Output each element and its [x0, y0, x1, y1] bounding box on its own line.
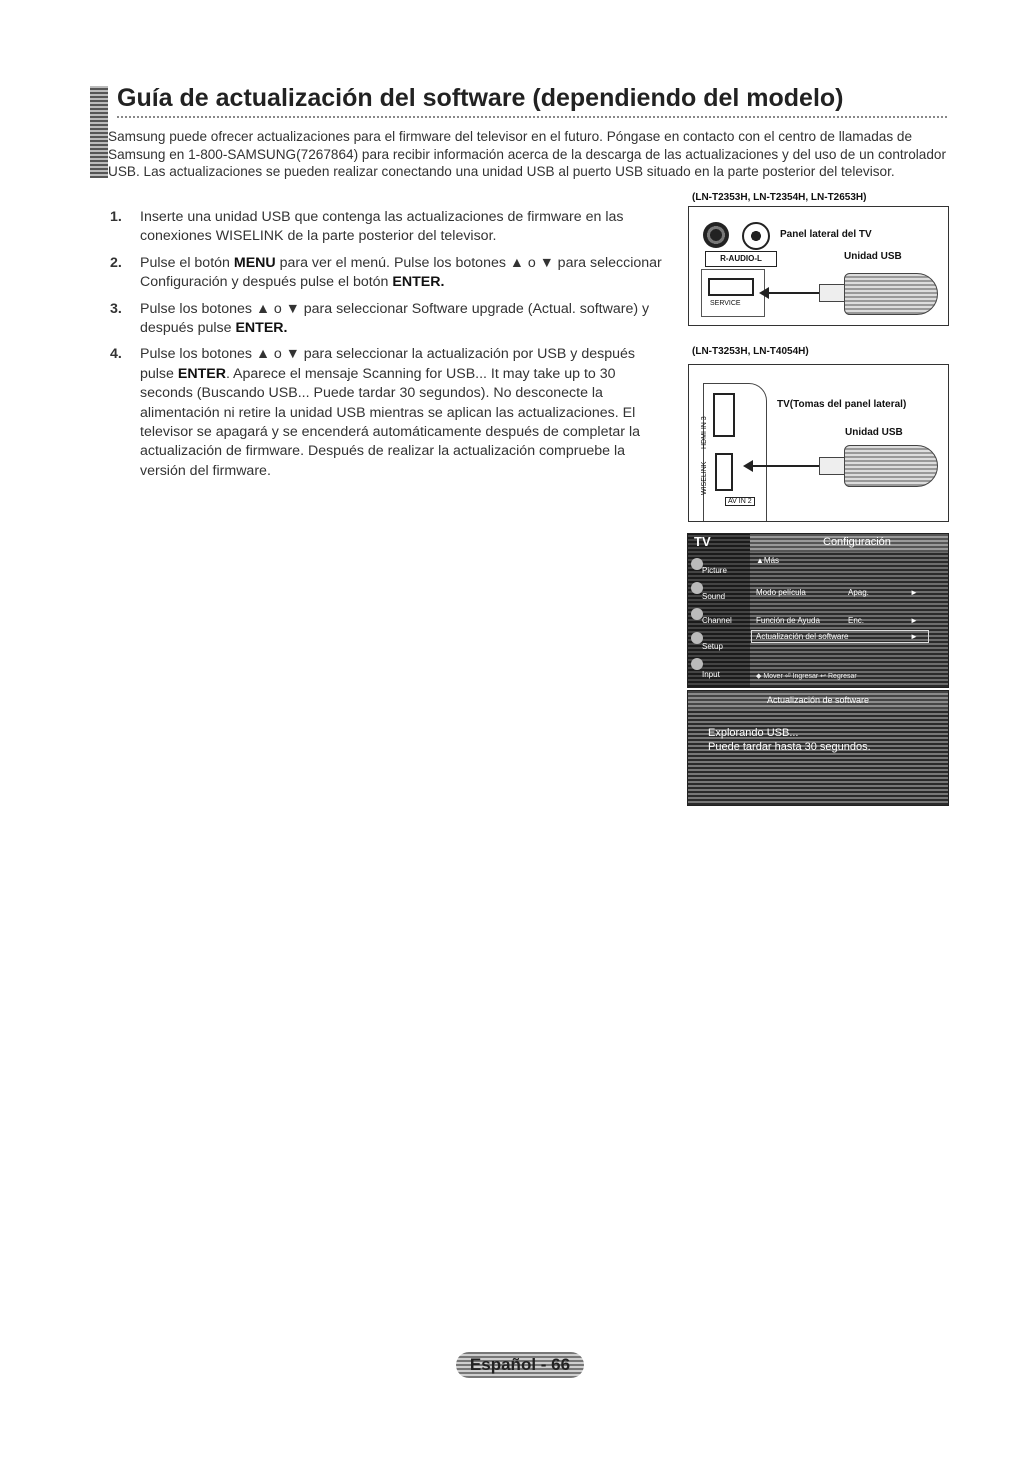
- menu-tv-label: TV: [694, 534, 711, 549]
- enter-keyword: ENTER.: [235, 320, 288, 337]
- menu-item-movie-mode[interactable]: Modo película: [756, 588, 806, 597]
- chevron-right-icon: ►: [910, 616, 918, 625]
- arrow-head-icon: [759, 287, 769, 299]
- step-number: 4.: [110, 346, 122, 363]
- connection-diagram-1: [688, 206, 949, 326]
- intro-paragraph: Samsung puede ofrecer actualizaciones para el firmware del televisor en el futuro. Póngase en contacto con el centro de llamadas de Samsung en 1-800-SAMSUNG(7267864) para recibir información acerca de la descarga de las actualizaciones y del uso de un controlador USB. Las actualizaciones se pueden realizar conectando una unidad USB al puerto USB situado en la parte posterior del televisor.: [108, 129, 946, 179]
- enter-keyword: ENTER.: [392, 274, 445, 291]
- step-4: [110, 345, 665, 481]
- menu-keyword: MENU: [233, 254, 276, 271]
- usb-drive-icon: [844, 445, 938, 487]
- tv-setup-menu: [687, 533, 949, 688]
- dialog-status: Explorando USB...: [708, 727, 799, 739]
- wiselink-port-icon: [715, 453, 733, 491]
- dialog-note: Puede tardar hasta 30 segundos.: [708, 741, 871, 753]
- hdmi-label: HDMI IN 3: [701, 416, 708, 449]
- video-jack-icon: [742, 222, 770, 250]
- step-text: . Aparece el mensaje Scanning for USB... It may take up to 30 seconds (Buscando USB... Puede tardar 30 segundos). No desconecte la alimentación ni retire la unidad USB mientras se aplican las actualizaciones. El televisor se apagará y se encenderá automáticamente después de completar la actualización de firmware. Después de realizar la actualización compruebe la versión del firmware.: [140, 365, 641, 479]
- step-2: [110, 254, 665, 293]
- chevron-right-icon: ►: [910, 588, 918, 597]
- sidebar-item-sound[interactable]: Sound: [702, 592, 726, 601]
- step-text: Pulse los botones ▲ o ▼ para seleccionar Software upgrade (Actual. software) y después pulse: [140, 300, 650, 337]
- section-marker: [90, 86, 108, 178]
- title-divider: [117, 116, 947, 118]
- enter-keyword: ENTER: [177, 365, 226, 382]
- page-number-badge: Español - 66: [456, 1352, 584, 1378]
- software-update-dialog: [687, 690, 949, 806]
- steps-list: [110, 208, 665, 488]
- movie-mode-value: Apag.: [848, 588, 869, 597]
- tv-panel-label: TV(Tomas del panel lateral): [777, 399, 907, 410]
- menu-item-more[interactable]: ▲Más: [756, 556, 780, 565]
- menu-item-software-update[interactable]: Actualización del software: [756, 632, 849, 641]
- help-value: Enc.: [848, 616, 865, 625]
- models-label-2: (LN-T3253H, LN-T4054H): [692, 346, 809, 357]
- sidebar-item-setup[interactable]: Setup: [702, 642, 723, 651]
- menu-footer-hints: ◆ Mover ⏎ Ingresar ↩ Regresar: [756, 673, 857, 680]
- usb-port-icon: [708, 278, 754, 296]
- step-text: Pulse el botón: [140, 254, 234, 271]
- sidebar-item-channel[interactable]: Channel: [702, 616, 732, 625]
- input-icon: [691, 658, 703, 670]
- step-text: para ver el menú. Pulse los botones ▲ o ▼ para seleccionar Configuración y después pulse el botón: [140, 254, 662, 291]
- tv-panel-label: Panel lateral del TV: [780, 229, 872, 240]
- chevron-right-icon: ►: [910, 632, 918, 641]
- av-in-label: AV IN 2: [725, 497, 755, 506]
- service-panel: [701, 269, 765, 317]
- audio-port-label: R-AUDIO-L: [705, 251, 777, 267]
- step-1: [110, 208, 665, 247]
- step-3: [110, 300, 665, 339]
- hdmi-port-icon: [713, 393, 735, 437]
- sidebar-item-picture[interactable]: Picture: [702, 566, 727, 575]
- connection-diagram-2: [688, 364, 949, 522]
- usb-plug-icon: [819, 284, 847, 302]
- models-label-1: (LN-T2353H, LN-T2354H, LN-T2653H): [692, 192, 867, 203]
- step-text: Inserte una unidad USB que contenga las actualizaciones de firmware en las conexiones WISELINK de la parte posterior del televisor.: [140, 209, 624, 245]
- usb-drive-icon: [844, 273, 938, 315]
- usb-drive-label: Unidad USB: [845, 427, 903, 438]
- step-text: Pulse los botones ▲ o ▼ para seleccionar la actualización por USB y después pulse: [140, 346, 635, 382]
- usb-plug-icon: [819, 457, 847, 475]
- menu-title: Configuración: [823, 536, 891, 548]
- step-number: 2.: [110, 254, 122, 271]
- step-number: 1.: [110, 209, 122, 225]
- wiselink-label: WISELINK: [701, 461, 708, 495]
- step-number: 3.: [110, 300, 122, 317]
- service-label: SERVICE: [710, 300, 741, 307]
- page-title: Guía de actualización del software (dependiendo del modelo): [117, 84, 844, 112]
- dialog-title: Actualización de software: [688, 691, 948, 709]
- usb-drive-label: Unidad USB: [844, 251, 902, 262]
- sidebar-item-input[interactable]: Input: [702, 670, 720, 679]
- audio-jack-icon: [703, 222, 729, 248]
- menu-item-help[interactable]: Función de Ayuda: [756, 616, 820, 625]
- arrow-head-icon: [743, 460, 753, 472]
